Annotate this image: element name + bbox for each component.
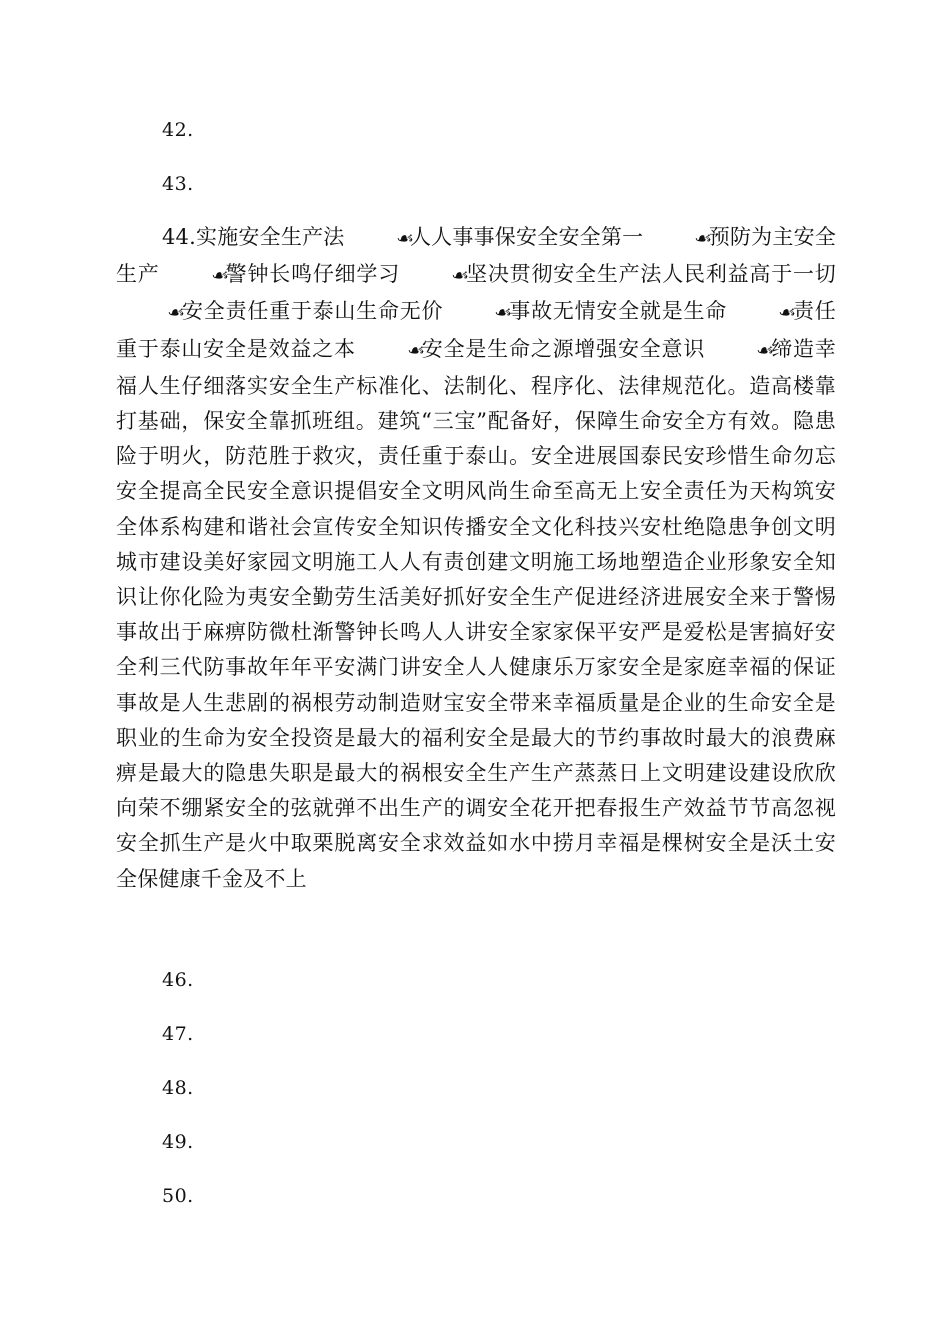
- list-item-47: 47.: [162, 1023, 194, 1045]
- list-item-49: 49.: [162, 1131, 194, 1153]
- fleuron-ornament-icon: ☙: [694, 229, 713, 249]
- list-item-50: 50.: [162, 1185, 194, 1207]
- list-item-46: 46.: [162, 969, 194, 991]
- paragraph-44-segment: 警钟长鸣仔细学习: [225, 262, 401, 287]
- fleuron-ornament-icon: ☙: [167, 303, 186, 324]
- paragraph-44: [116, 220, 836, 897]
- paragraph-44-segment: 实施安全生产法: [196, 225, 345, 249]
- list-item-43: 43.: [162, 173, 194, 195]
- paragraph-44-segment: 安全是生命之源增强安全意识: [421, 336, 706, 361]
- fleuron-ornament-icon: ☙: [210, 266, 230, 287]
- paragraph-44-segment: 预防为主安全生产: [116, 225, 837, 287]
- list-item-48: 48.: [162, 1077, 194, 1099]
- paragraph-44-segment: 缔造幸福人生仔细落实安全生产标准化、法制化、程序化、法律规范化。造高楼靠打基础，保安全靠抓班组。建筑“三宝”配备好，保障生命安全方有效。隐患险于明火，防范胜于救灾，责任重于泰山。安全进展国泰民安珍惜生命勿忘安全提高全民安全意识提倡安全文明风尚生命至高无上安全责任为天构筑安全体系构建和谐社会宣传安全知识传播安全文化科技兴安杜绝隐患争创文明城市建设美好家园文明施工人人有责创建文明施工场地塑造企业形象安全知识让你化险为夷安全勤劳生活美好抓好安全生产促进经济进展安全来于警惕事故出于麻痹防微杜渐警钟长鸣人人讲安全家家保平安严是爱松是害搞好安全利三代防事故年年平安满门讲安全人人健康乐万家安全是家庭幸福的保证事故是人生悲剧的祸根劳动制造财宝安全带来幸福质量是企业的生命安全是职业的生命为安全投资是最大的福利安全是最大的节约事故时最大的浪费麻痹是最大的隐患失职是最大的祸根安全生产生产蒸蒸日上文明建设建设欣欣向荣不绷紧安全的弦就弹不出生产的调安全花开把春报生产效益节节高忽视安全抓生产是火中取栗脱离安全求效益如水中捞月幸福是棵树安全是沃土安全保健康千金及不上: [116, 336, 836, 891]
- list-item-42: 42.: [162, 119, 194, 141]
- fleuron-ornament-icon: ☙: [494, 303, 513, 324]
- fleuron-ornament-icon: ☙: [395, 229, 415, 249]
- paragraph-44-segment: 责任重于泰山安全是效益之本: [116, 299, 837, 361]
- paragraph-44-segment: 人人事事保安全安全第一: [409, 225, 644, 249]
- fleuron-ornament-icon: ☙: [406, 340, 426, 361]
- fleuron-ornament-icon: ☙: [756, 340, 775, 361]
- paragraph-44-segment: 坚决贯彻安全生产法人民利益高于一切: [465, 262, 836, 287]
- fleuron-ornament-icon: ☙: [778, 303, 797, 324]
- fleuron-ornament-icon: ☙: [451, 266, 470, 287]
- paragraph-44-number: 44.: [162, 225, 196, 249]
- paragraph-44-segment: 事故无情安全就是生命: [508, 299, 728, 324]
- paragraph-44-segment: 安全责任重于泰山生命无价: [181, 299, 444, 324]
